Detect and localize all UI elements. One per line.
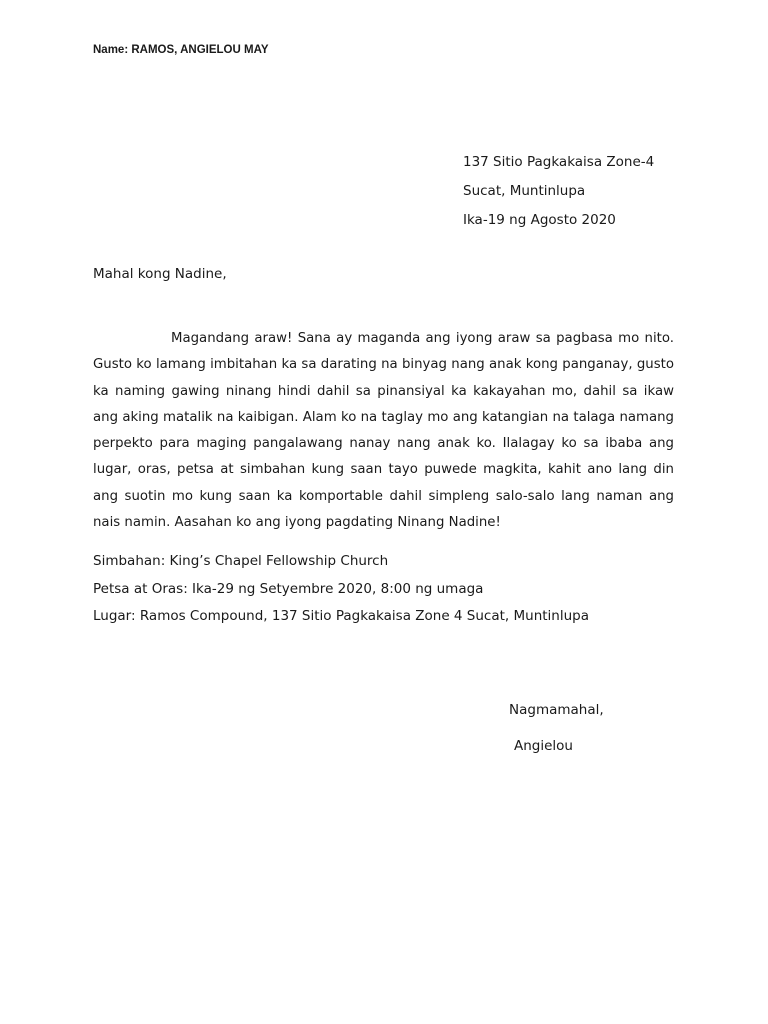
address-city: Sucat, Muntinlupa (463, 183, 586, 199)
sender-address-block (463, 148, 654, 235)
event-details (93, 548, 589, 631)
address-street: 137 Sitio Pagkakaisa Zone-4 (463, 154, 655, 170)
detail-venue: Lugar: Ramos Compound, 137 Sitio Pagkakaisa Zone 4 Sucat, Muntinlupa (93, 608, 590, 624)
closing: Nagmamahal, (509, 702, 604, 718)
letter-body: Magandang araw! Sana ay maganda ang iyong araw sa pagbasa mo nito. Gusto ko lamang imbitahan ka sa darating na binyag nang anak kong panganay, gusto ka naming gawing ninang hindi dahil sa pinansiyal ka kakayahan mo, dahil sa ikaw ang aking matalik na kaibigan. Alam ko na taglay mo ang katangian na talaga namang perpekto para maging pangalawang nanay nang anak ko. Ilalagay ko sa ibaba ang lugar, oras, petsa at simbahan kung saan tayo puwede magkita, kahit ano lang din ang suotin mo kung saan ka komportable dahil simpleng salo-salo lang naman ang nais namin. Aasahan ko ang iyong pagdating Ninang Nadine! (93, 331, 674, 531)
salutation: Mahal kong Nadine, (93, 266, 227, 282)
signature: Angielou (514, 738, 573, 754)
detail-church: Simbahan: King’s Chapel Fellowship Church (93, 553, 389, 569)
letter-date: Ika-19 ng Agosto 2020 (463, 212, 616, 228)
detail-date-time: Petsa at Oras: Ika-29 ng Setyembre 2020, 8:00 ng umaga (93, 580, 484, 597)
author-name-line: Name: RAMOS, ANGIELOU MAY (93, 44, 269, 56)
